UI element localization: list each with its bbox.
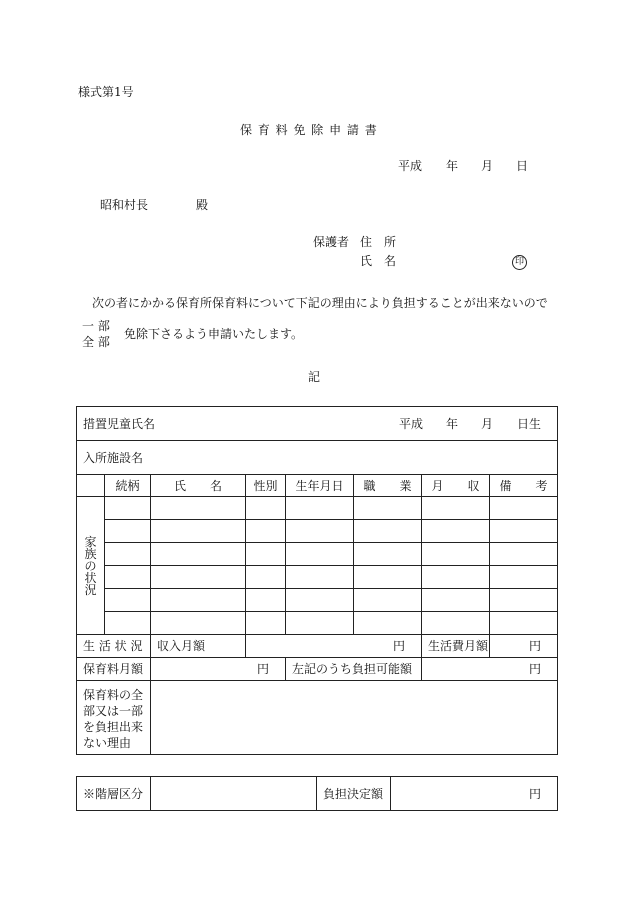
ki-heading: 記 — [308, 370, 321, 384]
family-cell[interactable] — [151, 520, 246, 543]
family-cell[interactable] — [490, 497, 558, 520]
body-text: 次の者にかかる保育所保育料について下記の理由により負担することが出来ないので — [92, 296, 548, 310]
family-cell[interactable] — [246, 497, 286, 520]
child-row — [77, 407, 558, 441]
family-cell[interactable] — [354, 612, 422, 635]
living-row — [77, 635, 558, 658]
guardian-address-label: 住 所 — [360, 235, 397, 249]
family-cell[interactable] — [151, 497, 246, 520]
living-cost-yen: 円 — [528, 639, 541, 653]
family-cell[interactable] — [286, 520, 354, 543]
addressee-honorific: 殿 — [196, 198, 209, 212]
family-header-row — [77, 475, 558, 497]
family-cell[interactable] — [490, 612, 558, 635]
birth-year: 年 — [446, 417, 459, 431]
addressee-name: 昭和村長 — [100, 198, 149, 212]
family-cell[interactable] — [105, 589, 151, 612]
income-label: 収入月額 — [151, 635, 246, 658]
family-row — [77, 520, 558, 543]
family-cell[interactable] — [354, 566, 422, 589]
family-cell[interactable] — [490, 566, 558, 589]
birth-era: 平成 — [399, 417, 424, 431]
reason-input-cell[interactable] — [151, 681, 558, 755]
family-cell[interactable] — [151, 566, 246, 589]
family-cell[interactable] — [286, 543, 354, 566]
date-era: 平成 — [398, 159, 423, 173]
payable-amount-cell[interactable] — [422, 658, 558, 681]
family-row — [77, 566, 558, 589]
family-cell[interactable] — [151, 589, 246, 612]
family-cell[interactable] — [354, 520, 422, 543]
family-cell[interactable] — [105, 612, 151, 635]
guardian-name-label: 氏 名 — [360, 254, 397, 268]
family-cell[interactable] — [105, 497, 151, 520]
family-cell[interactable] — [246, 520, 286, 543]
option-partial: 一 部 — [82, 319, 110, 333]
tier-label: ※階層区分 — [77, 777, 151, 811]
family-cell[interactable] — [490, 543, 558, 566]
family-row — [77, 497, 558, 520]
family-cell[interactable] — [151, 543, 246, 566]
date-month: 月 — [481, 159, 494, 173]
family-cell[interactable] — [422, 612, 490, 635]
page-title: 保 育 料 免 除 申 請 書 — [240, 123, 378, 137]
header-occupation: 職 業 — [354, 475, 422, 497]
family-cell[interactable] — [105, 520, 151, 543]
family-cell[interactable] — [354, 589, 422, 612]
family-cell[interactable] — [354, 543, 422, 566]
fee-amount-cell[interactable] — [151, 658, 286, 681]
family-cell[interactable] — [490, 520, 558, 543]
application-table — [76, 406, 558, 755]
seal-mark — [512, 254, 527, 270]
facility-label: 入所施設名 — [83, 450, 144, 465]
decided-label: 負担決定額 — [317, 777, 391, 811]
body-continuation: 免除下さるよう申請いたします。 — [124, 327, 304, 341]
tier-input-cell[interactable] — [151, 777, 317, 811]
family-section-label: 家 族 の 状 況 — [77, 497, 105, 635]
tier-row — [77, 777, 558, 811]
living-label: 生 活 状 況 — [77, 635, 151, 658]
family-cell[interactable] — [246, 566, 286, 589]
family-cell[interactable] — [105, 543, 151, 566]
family-cell[interactable] — [286, 497, 354, 520]
facility-cell[interactable] — [77, 441, 558, 475]
income-amount-cell[interactable] — [246, 635, 422, 658]
family-cell[interactable] — [422, 497, 490, 520]
reason-row — [77, 681, 558, 755]
family-cell[interactable] — [422, 589, 490, 612]
child-name-label: 措置児童氏名 — [83, 417, 156, 431]
option-full: 全 部 — [82, 335, 110, 349]
family-header-blank — [77, 475, 105, 497]
reason-label: 保育料の全部又は一部を負担出来ない理由 — [77, 681, 151, 755]
header-name: 氏 名 — [151, 475, 246, 497]
family-row — [77, 543, 558, 566]
family-cell[interactable] — [105, 566, 151, 589]
form-number: 様式第1号 — [78, 85, 134, 99]
header-sex: 性別 — [246, 475, 286, 497]
living-cost-amount-cell[interactable] — [490, 635, 558, 658]
living-cost-label: 生活費月額 — [422, 635, 490, 658]
fee-label: 保育料月額 — [77, 658, 151, 681]
family-cell[interactable] — [151, 612, 246, 635]
guardian-label: 保護者 — [313, 235, 350, 249]
seal-icon: 印 — [512, 255, 527, 270]
header-relation: 続柄 — [105, 475, 151, 497]
family-cell[interactable] — [246, 589, 286, 612]
family-row — [77, 589, 558, 612]
birth-day: 日生 — [517, 417, 542, 431]
decided-amount-cell[interactable] — [391, 777, 558, 811]
date-year: 年 — [446, 159, 459, 173]
family-cell[interactable] — [286, 566, 354, 589]
family-row — [77, 612, 558, 635]
income-yen: 円 — [392, 639, 405, 653]
header-remarks: 備 考 — [490, 475, 558, 497]
fee-row — [77, 658, 558, 681]
family-cell[interactable] — [354, 497, 422, 520]
family-cell[interactable] — [422, 566, 490, 589]
child-name-cell[interactable] — [77, 407, 558, 441]
decided-yen: 円 — [528, 786, 541, 801]
payable-yen: 円 — [528, 662, 541, 676]
family-cell[interactable] — [246, 543, 286, 566]
header-birthdate: 生年月日 — [286, 475, 354, 497]
fee-yen: 円 — [256, 662, 269, 676]
payable-label: 左記のうち負担可能額 — [286, 658, 422, 681]
tier-table — [76, 776, 558, 811]
family-cell[interactable] — [286, 589, 354, 612]
header-income: 月 収 — [422, 475, 490, 497]
date-day: 日 — [516, 159, 529, 173]
family-cell[interactable] — [490, 589, 558, 612]
facility-row — [77, 441, 558, 475]
birth-month: 月 — [481, 417, 494, 431]
family-cell[interactable] — [246, 612, 286, 635]
family-cell[interactable] — [422, 520, 490, 543]
family-cell[interactable] — [422, 543, 490, 566]
family-cell[interactable] — [286, 612, 354, 635]
